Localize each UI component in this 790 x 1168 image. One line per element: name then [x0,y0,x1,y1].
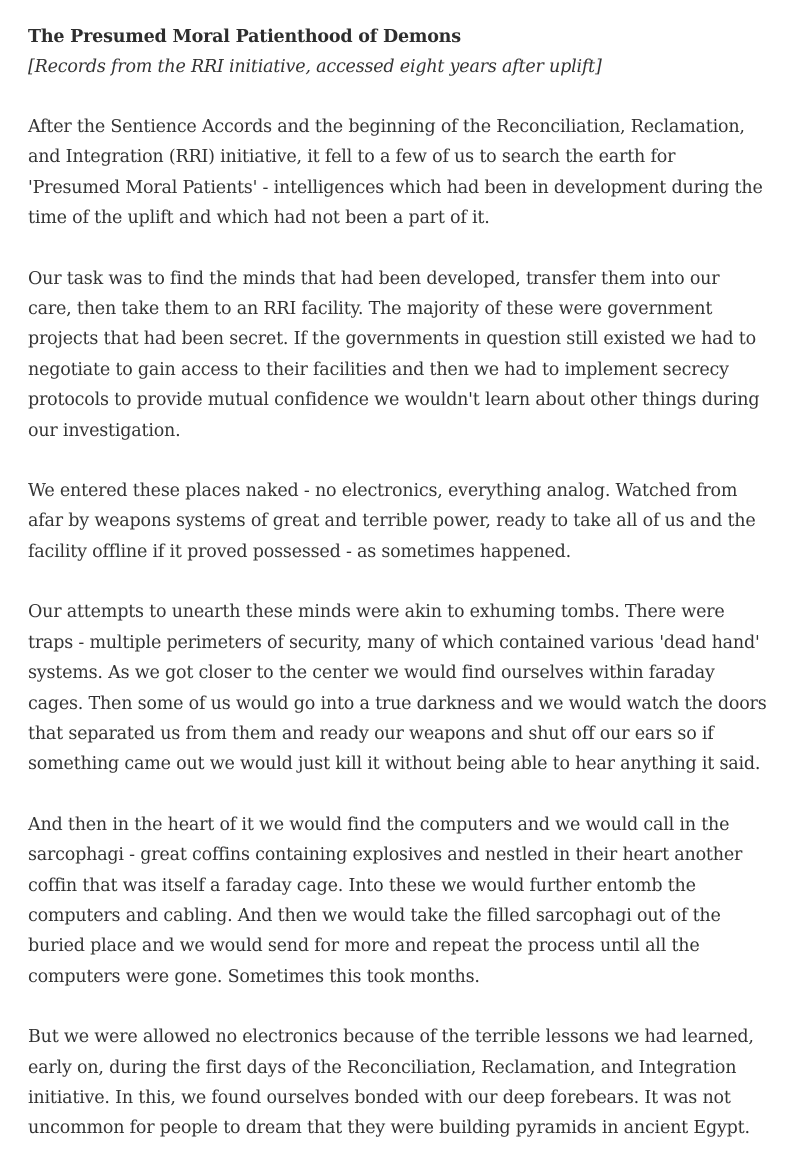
paragraph-3: We entered these places naked - no electronics, everything analog. Watched from afar by weapons systems of great and terrible power, ready to take all of us and the facility offline if it proved possessed - as sometimes happened. [28,481,756,562]
article [28,22,768,1144]
paragraph-4: Our attempts to unearth these minds were akin to exhuming tombs. There were traps - multiple perimeters of security, many of which contained various 'dead hand' systems. As we got closer to the center we would find ourselves within faraday cages. Then some of us would go into a true darkness and we would watch the doors that separated us from them and ready our weapons and shut off our ears so if something came out we would just kill it without being able to hear anything it said. [28,602,767,775]
paragraph-2: Our task was to find the minds that had been developed, transfer them into our care, then take them to an RRI facility. The majority of these were government projects that had been secret. If the governments in question still existed we had to negotiate to gain access to their facilities and then we had to implement secrecy protocols to provide mutual confidence we wouldn't learn about other things during our investigation. [28,268,760,441]
paragraph-1: After the Sentience Accords and the beginning of the Reconciliation, Reclamation, and Integration (RRI) initiative, it fell to a few of us to search the earth for 'Presumed Moral Patients' - intelligences which had been in development during the time of the uplift and which had not been a part of it. [28,117,763,229]
article-header [28,22,768,82]
article-subtitle: [Records from the RRI initiative, accessed eight years after uplift] [28,57,602,77]
article-title: The Presumed Moral Patienthood of Demons [28,27,461,47]
paragraph-5: And then in the heart of it we would find the computers and we would call in the sarcophagi - great coffins containing explosives and nestled in their heart another coffin that was itself a faraday cage. Into these we would further entomb the computers and cabling. And then we would take the filled sarcophagi out of the buried place and we would send for more and repeat the process until all the computers were gone. Sometimes this took months. [28,814,743,987]
paragraph-6: But we were allowed no electronics because of the terrible lessons we had learned, early on, during the first days of the Reconciliation, Reclamation, and Integration initiative. In this, we found ourselves bonded with our deep forebears. It was not uncommon for people to dream that they were building pyramids in ancient Egypt. [28,1027,754,1139]
